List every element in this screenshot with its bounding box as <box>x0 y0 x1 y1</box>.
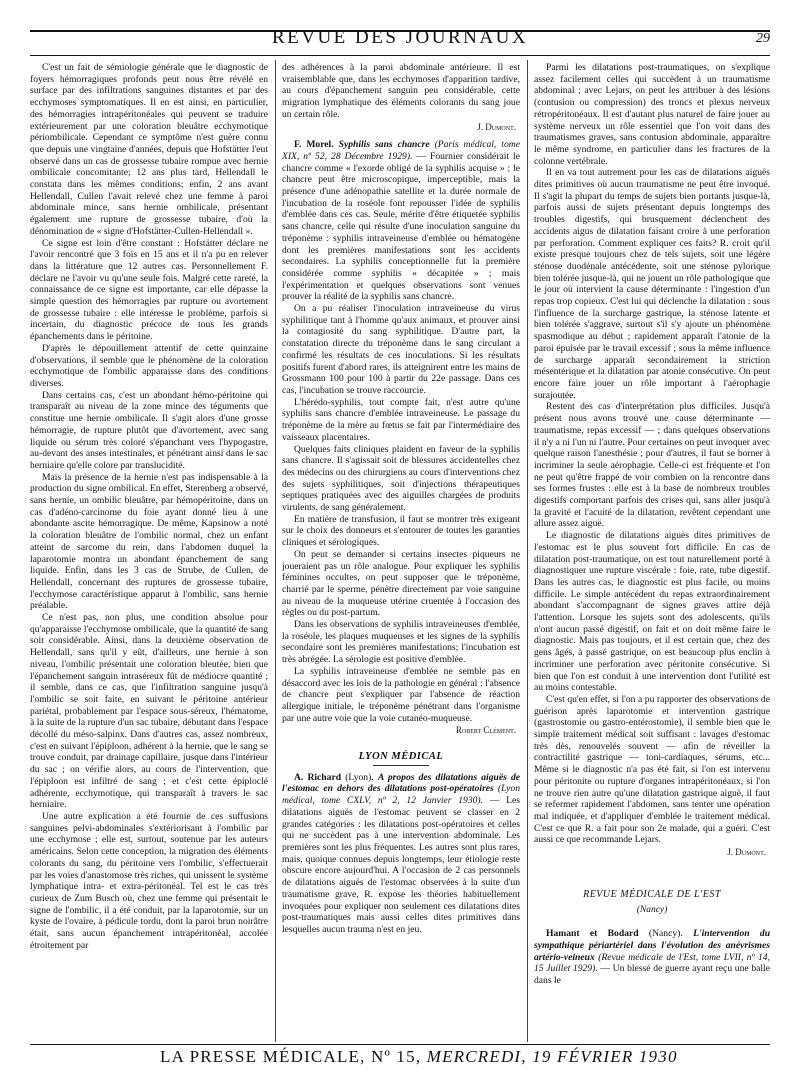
paragraph: Dans certains cas, c'est un abondant hémo-péritoine qui transparaît au niveau de la zone mince des téguments que constitue une hernie ombilicale. Il s'agit alors d'une grosse hémorragie, de rupture plutôt que d'avortement, avec sang liquide ou sérum très coloré s'épanchant vers l'hypogastre, au-devant des anses intestinales, et pénétrant ainsi dans le sac herniaire qu'elle colore par translucidité. <box>30 389 268 471</box>
paragraph: des adhérences à la paroi abdominale antérieure. Il est vraisemblable que, dans les ecchymoses d'apparition tardive, au cours d'épanchement sanguin peu considérable, cette migration lymphatique des éléments colorants du sang joue un certain rôle. <box>282 62 520 120</box>
paragraph: Restent des cas d'interprétation plus difficiles. Jusqu'à présent nous avons trouvé une cause déterminante — traumatisme, repas excessif — ; dans quelques observations il n'y a ni l'un ni l'autre. Pour certaines on peut invoquer avec quelque raison l'anesthésie ; pour d'autres, il faut se borner à incriminer la seule aérophagie. Celle-ci est fréquente et l'on ne peut qu'être frappé de voir combien on la rencontre dans ses formes frustes : elle est à la base de nombreux troubles digestifs comportant parfois des crises qui, sans aller jusqu'à la gravité et l'acuité de la dilatation, revêtent cependant une allure assez aiguë. <box>534 401 770 530</box>
article-author: A. Richard <box>294 771 342 783</box>
article-place: (Nancy). <box>648 928 683 940</box>
paragraph: — Fournier considérait le chancre comme « l'exorde obligé de la syphilis acquise » ; le chancre peut être microscopique, imperceptible, mais la présence d'une adénopathie satellite et la durée normale de l'incubation de la roséole font repousser l'idée de syphilis d'emblée dans ces cas. Seule, mérite d'être étiquetée syphilis sans chancre, celle qui résulte d'une inoculation sanguine du tréponème : syphilis intraveineuse d'emblée ou hématogène dont les premières manifestations sont les accidents secondaires. La syphilis conceptionnelle fut la première considérée comme syphilis « décapitée » ; mais l'expérimentation et quelques observations sont venues prouver la réalité de la syphilis sans chancre. <box>282 150 520 303</box>
paragraph: — Un blessé de guerre ayant reçu une balle dans le <box>534 963 770 987</box>
author-signature: J. Dumont. <box>727 847 766 858</box>
page-number: 29 <box>756 31 770 46</box>
paragraph: L'hérédo-syphilis, tout compte fait, n'est autre qu'une syphilis sans chancre d'emblée intraveineuse. Le passage du tréponème de la mère au fœtus se fait par l'intermédiaire des vaisseaux placentaires. <box>282 396 520 443</box>
paragraph: En matière de transfusion, il faut se montrer très exigeant sur le choix des donneurs et s'entourer de toutes les garanties cliniques et sérologiques. <box>282 513 520 549</box>
section-title: REVUE MÉDICALE DE L'EST <box>583 888 721 900</box>
article-title: A propos des dilatations aiguës de l'estomac en dehors des dilatations post-opératoires <box>282 771 520 795</box>
article-header <box>282 139 520 303</box>
section-rule <box>373 765 429 766</box>
paragraph: Mais la présence de la hernie n'est pas indispensable à la production du signe ombilical. En effet, Sterenberg a observé, sans hernie, un ombilic bleuâtre, par hémopéritoine, dans un cas d'adéno-carcinome du foie ayant donné lieu à une abondante ascite hémorragique. De même, Kapsinow a noté la coloration bleuâtre de l'ombilic normal, chez un enfant atteint de sarcome du rein, dans l'abdomen duquel la laparotomie montra un abondant épanchement de sang liquide. Enfin, dans les 3 cas de Strube, de Cullen, de Hellendall, concernant des ruptures de grossesse tubaire, l'ecchymose caractéristique apparut à l'ombilic, sans hernie préalable. <box>30 471 268 612</box>
column-divider <box>275 60 276 1042</box>
footer <box>160 1047 720 1067</box>
section-subtitle: (Nancy) <box>636 904 668 915</box>
author-signature: J. Dumont. <box>477 121 516 132</box>
paragraph: — Les dilatations aiguës de l'estomac peuvent se classer en 2 grandes catégories : les dilatations post-opératoires et celles qui ne succèdent pas à une intervention abdominale. Les premières sont les plus fréquentes. Les autres sont plus rares, mais, quoique connues depuis longtemps, leur étiologie reste obscure encore aujourd'hui. A l'occasion de 2 cas personnels de dilatations aiguës de l'estomac observées à la suite d'un traumatisme grave, R. expose les théories habituellement invoquées pour expliquer non seulement ces dilatations dites post-traumatiques mais aussi celles dites primitives dans lesquelles aucun trauma n'est en jeu. <box>282 795 520 935</box>
article-authors: Hamant et Bodard <box>546 928 639 940</box>
paragraph: Il en va tout autrement pour les cas de dilatations aiguës dites primitives où aucun traumatisme ne peut être invoqué. Il s'agit la plupart du temps de sujets bien portants jusque-là, parfois aussi de sujets présentant depuis longtemps des troubles digestifs, qui brusquement déclenchent des accidents aigus de dilatation faisant croire à une perforation par perforation. Comment expliquer ces faits? R. croit qu'il existe presque toujours chez de tels sujets, soit une légère sténose duodénale antécédente, soit une sténose pylorique bien tolérée jusque-là, qui ne jouent un rôle pathologique que le jour où intervient la cause déterminante : l'ingestion d'un repas trop copieux. C'est lui qui déclenche la dilatation : sous l'influence de la surcharge gastrique, la sténose latente et bien tolérée s'aggrave, surtout s'il s'y ajoute un phénomène spasmodique au début ; rapidement apparaît l'atonie de la paroi épuisée par le travail excessif ; sous la même influence de surcharge apparaît secondairement la striction mésentérique et la dilatation par atonie consécutive. On peut encore faire jouer un rôle important à l'aérophagie surajoutée. <box>534 167 770 401</box>
column-3 <box>534 62 770 1040</box>
article-place: (Lyon). <box>345 771 374 783</box>
paragraph: C'est qu'en effet, si l'on a pu rapporter des observations de guérison après laparotomie et intervention gastrique (gastrostomie ou gastro-entérostomie), il semble bien que le simple traitement médical soit suffisant : lavages d'estomac très dès, renouvelés souvent — afin de réveiller la contractilité gastrique — toni-cardiaques, sérums, etc... Même si le diagnostic n'a pas été fait, si l'on est intervenu pour péritonite ou rupture d'organes intrapéritonéaux, si l'on ne trouve rien autre qu'une dilatation gastrique aiguë, il faut se refermer rapidement l'abdomen, sans tenter une opération mal indiquée, et d'appliquer d'emblée le traitement médical. C'est ce que R. a fait pour son 2e malade, qui a guéri. C'est aussi ce que recommande Lejars. <box>534 693 770 846</box>
footer-rule <box>30 1044 770 1045</box>
journal-title: REVUE DES JOURNAUX <box>271 27 529 48</box>
paragraph: D'après le dépouillement attentif de cette quinzaine d'observations, il semble que le phénomène de la coloration ecchymotique de l'ombilic apparaisse dans des conditions diverses. <box>30 342 268 389</box>
paragraph: Parmi les dilatations post-traumatiques, on s'explique assez facilement celles qui succèdent à un traumatisme abdominal ; avec Lejars, on peut les attribuer à des lésions (contusion ou compression) des troncs et plexus nerveux rétropéritonéaux. Il est d'autant plus naturel de faire jouer au système nerveux un rôle essentiel que l'on voit dans des traumatismes graves, sans contusion abdominale, apparaître le même syndrome, en particulier dans les fractures de la colonne vertébrale. <box>534 62 770 167</box>
paragraph: Ce signe est loin d'être constant : Hofstätter déclare ne l'avoir rencontré que 3 fois en 15 ans et il n'a pu en relever dans la littérature que 12 autres cas. Personnellement F. déclare ne l'avoir vu qu'une seule fois. Malgré cette rareté, la connaissance de ce signe est importante, car elle dépasse la simple question des hémorragies par rupture ou avortement de grossesse tubaire : elle intéresse le problème, parfois si incertain, du diagnostic précoce de tous les grands épanchements dans le péritoine. <box>30 237 268 343</box>
paragraph: Dans les observations de syphilis intraveineuses d'emblée, la roséole, les plaques muqueuses et les signes de la syphilis secondaire sont les premières manifestations; l'incubation est très abrégée. La sérologie est positive d'emblée. <box>282 619 520 666</box>
article-author: F. Morel. <box>294 139 334 151</box>
paragraph: Le diagnostic de dilatations aiguës dites primitives de l'estomac est le plus souvent fort difficile. En cas de dilatation post-traumatique, on est tout naturellement porté à diagnostiquer une rupture viscérale : foie, rate, tube digestif. Dans les autres cas, le diagnostic est plus facile, ou moins difficile. Le simple antécédent du repas extraordinairement abondant s'accompagnant de signes graves attire déjà l'attention. Lorsque les sujets sont des adolescents, qu'ils n'ont aucun passé digestif, on fait et on doit même faire le diagnostic. Mais pas toujours, et il est certain que, chez des gens âgés, à passé gastrique, on est beaucoup plus enclin à incriminer une perforation avec péritonite consécutive. Si bien que l'on est conduit à une intervention dont l'utilité est au moins contestable. <box>534 530 770 694</box>
article-reference: (Revue médicale de l'Est, tome LVII, nº 14, 15 Juillet 1929). <box>534 951 770 975</box>
article-title: L'intervention du sympathique périartériel dans l'évolution des anévrismes artério-veineux <box>534 928 770 963</box>
paragraph: C'est un fait de sémiologie générale que le diagnostic de foyers hémorragiques profonds peut nous être révélé en surface par des infiltrations sanguines distantes et par des ecchymoses symptomatiques. Il en est ainsi, en particulier, des hémorragies intrapéritonéales qui peuvent se traduire extérieurement par une coloration bleuâtre ecchymotique périombilicale. Cependant ce symptôme n'est guère connu que depuis une vingtaine d'années, depuis que Hofstätter l'eut observé dans un cas de grossesse tubaire rompue avec hernie ombilicale concomitante; 12 ans plus tard, Hellendall le constata dans les mêmes conditions; enfin, 2 ans avant Hellendall, Cullen l'avait relevé chez une femme à paroi abdominale mince, sans hernie ombilicale, présentant également une rupture de grossesse tubaire, d'où la dénomination de « signe d'Hofstätter-Cullen-Hellendall ». <box>30 62 268 237</box>
article-header <box>282 772 520 936</box>
paragraph: Ce n'est pas, non plus, une condition absolue pour qu'apparaisse l'ecchymose ombilicale, que la quantité de sang soit considérable. Ainsi, dans la deuxième observation de Hellendall, sans qu'il y eût, d'ailleurs, une hernie à son niveau, l'ombilic présentait une coloration bleutée, bien que l'épanchement sanguin intraséreux fût de médiocre quantité ; il semble, dans ce cas, que l'infiltration sanguine jusqu'à l'ombilic se soit faite, en suivant le péritoine antérieur pariétal, probablement par l'espace sous-séreux, l'hématome, à la suite de la rupture d'un sac tubaire, débutant dans l'espace décollé du méso-salpinx. Dans d'autres cas, assez nombreux, c'est en suivant l'épiploon, adhérent à la hernie, que le sang se trouve conduit, par drainage capillaire, jusque dans l'intérieur du sac ; on vérifie alors, au cours de l'intervention, que l'épiploon est infiltré de sang ; et c'est cette épiploclé adhérente, ecchymotique, qui transparaît à travers le sac herniaire. <box>30 612 268 811</box>
article-reference: (Paris médical, tome XIX, nº 52, 28 Décembre 1929). <box>282 139 520 162</box>
paragraph: On peut se demander si certains insectes piqueurs ne joueraient pas un rôle analogue. Pour expliquer les syphilis féminines occultes, on peut supposer que le tréponème, charrié par le sperme, pénètre directement par voie sanguine au niveau de la muqueuse utérine cruentée à l'occasion des règles ou du post-partum. <box>282 548 520 619</box>
paragraph: On a pu réaliser l'inoculation intraveineuse du virus syphilitique tant à l'homme qu'aux animaux, et prouver ainsi la contagiosité du sang syphilitique. D'autre part, la constatation directe du tréponème dans le sang circulant a confirmé les résultats de ces inoculations. Si les résultats positifs furent d'abord rares, ils atteignirent entre les mains de Grossmann 100 pour 100 à partir du 22e passage. Dans ces cas, l'incubation se trouve raccourcie. <box>282 303 520 396</box>
author-signature: Robert Clément. <box>455 725 516 736</box>
section-title: LYON MÉDICAL <box>358 751 444 763</box>
article-header <box>534 928 770 987</box>
article-reference: (Lyon médical, tome CXLV, nº 2, 12 Janvier 1930). <box>282 783 520 807</box>
column-2 <box>282 62 520 1040</box>
article-title: Syphilis sans chancre <box>338 139 430 151</box>
column-1 <box>30 62 268 1040</box>
column-divider <box>527 60 528 1042</box>
paragraph: Une autre explication a été fournie de ces suffusions sanguines pelvi-abdominales s'extériorisant à l'ombilic par une ecchymose ; elle est, surtout, soutenue par les auteurs américains. Selon cette conception, la migration des éléments colorants du sang, du péritoine vers l'ombilic, s'effectuerait par les voies d'anastomose très riches, qui unissent le système lymphatique intra- et extra-péritonéal. Tel est le cas très curieux de Zum Busch où, chez une femme qui présentait le signe de l'ombilic, il a été conduit, par la laparotomie, sur un kyste de l'ovaire, à pédicule tordu, dont la paroi brun noirâtre était, sans aucun épanchement intrapéritonéal, accolée étroitement par <box>30 811 268 951</box>
paragraph: Quelques faits cliniques plaident en faveur de la syphilis sans chancre. Il s'agissait soit de blessures accidentelles chez des médecins ou des chirurgiens au cours d'interventions chez des sujets syphilitiques, soit d'injections thérapeutiques septiques pratiquées avec des aiguilles chargées de produits virulents, de sang généralement. <box>282 443 520 514</box>
header-rule <box>30 55 770 56</box>
footer-date: MERCREDI, 19 FÉVRIER 1930 <box>426 1047 678 1066</box>
footer-publication: LA PRESSE MÉDICALE, Nº 15, <box>160 1047 422 1066</box>
paragraph: La syphilis intraveineuse d'emblée ne semble pas en désaccord avec les lois de la pathologie en général : l'absence de chancre peut s'expliquer par l'absence de réaction allergique initiale, le tréponème pénétrant dans l'organisme par une autre voie que la voie cutanéo-muqueuse. <box>282 665 520 724</box>
